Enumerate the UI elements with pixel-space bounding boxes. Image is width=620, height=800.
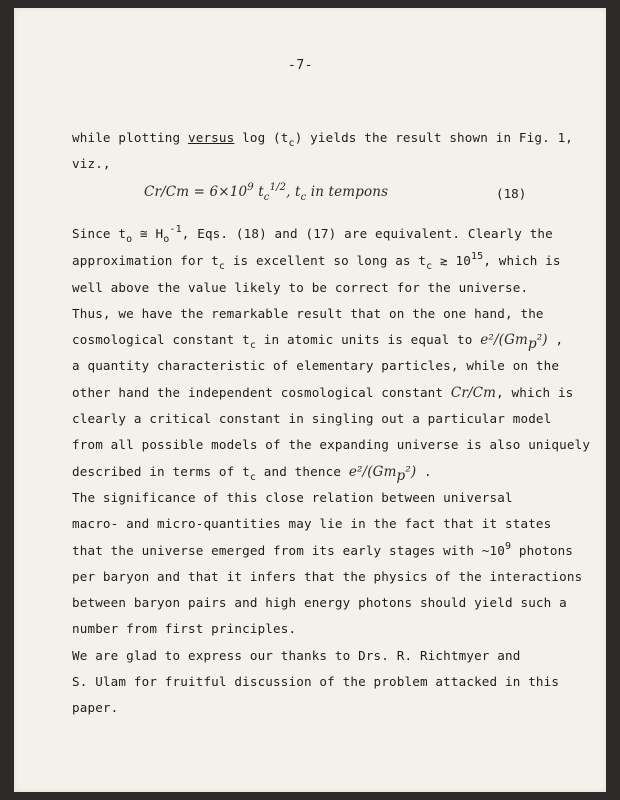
text-line: cosmological constant $t_c$ in atomic units is equal to e²/(Gmp²) , bbox=[72, 332, 564, 352]
text-line: We are glad to express our thanks to Drs. R. Richtmyer and bbox=[72, 648, 521, 663]
text-line: Since $t_o$ ≅ $H_o^{-1}$, Eqs. (18) and (17) are equivalent. Clearly the bbox=[72, 224, 553, 245]
text-line: Thus, we have the remarkable result that on the one hand, the bbox=[72, 306, 544, 321]
text-line: while plotting versus $\log (t_c)$ yields the result shown in Fig. 1, bbox=[72, 130, 574, 149]
text-line: described in terms of $t_c$ and thence e²/(Gmp²) . bbox=[72, 464, 432, 484]
text-line: macro- and micro-quantities may lie in the fact that it states bbox=[72, 516, 552, 531]
equation-18: $Cr/Cm = 6\times 10^9$ $t_c^{1/2}$, $t_c$ in tempons bbox=[144, 182, 389, 203]
text-line: that the universe emerged from its early stages with $\sim 10^9$ photons bbox=[72, 541, 574, 558]
text-line: clearly a critical constant in singling out a particular model bbox=[72, 411, 552, 426]
text-line: The significance of this close relation between universal bbox=[72, 490, 513, 505]
text-line: from all possible models of the expanding universe is also uniquely bbox=[72, 437, 591, 452]
page-number: -7- bbox=[288, 58, 313, 73]
text-line: other hand the independent cosmological constant Cr/Cm, which is bbox=[72, 385, 574, 401]
text-line: well above the value likely to be correct for the universe. bbox=[72, 280, 529, 295]
text-line: per baryon and that it infers that the physics of the interactions bbox=[72, 569, 583, 584]
text-line: viz., bbox=[72, 156, 111, 171]
document-page bbox=[14, 8, 606, 792]
text-line: S. Ulam for fruitful discussion of the problem attacked in this bbox=[72, 674, 560, 689]
text-line: approximation for $t_c$ is excellent so long as $t_c$ ≳ $10^{15}$, which is bbox=[72, 251, 561, 272]
text-line: a quantity characteristic of elementary particles, while on the bbox=[72, 358, 560, 373]
text-line: paper. bbox=[72, 700, 119, 715]
equation-number: (18) bbox=[496, 186, 527, 201]
text-line: between baryon pairs and high energy photons should yield such a bbox=[72, 595, 567, 610]
text-line: number from first principles. bbox=[72, 621, 297, 636]
